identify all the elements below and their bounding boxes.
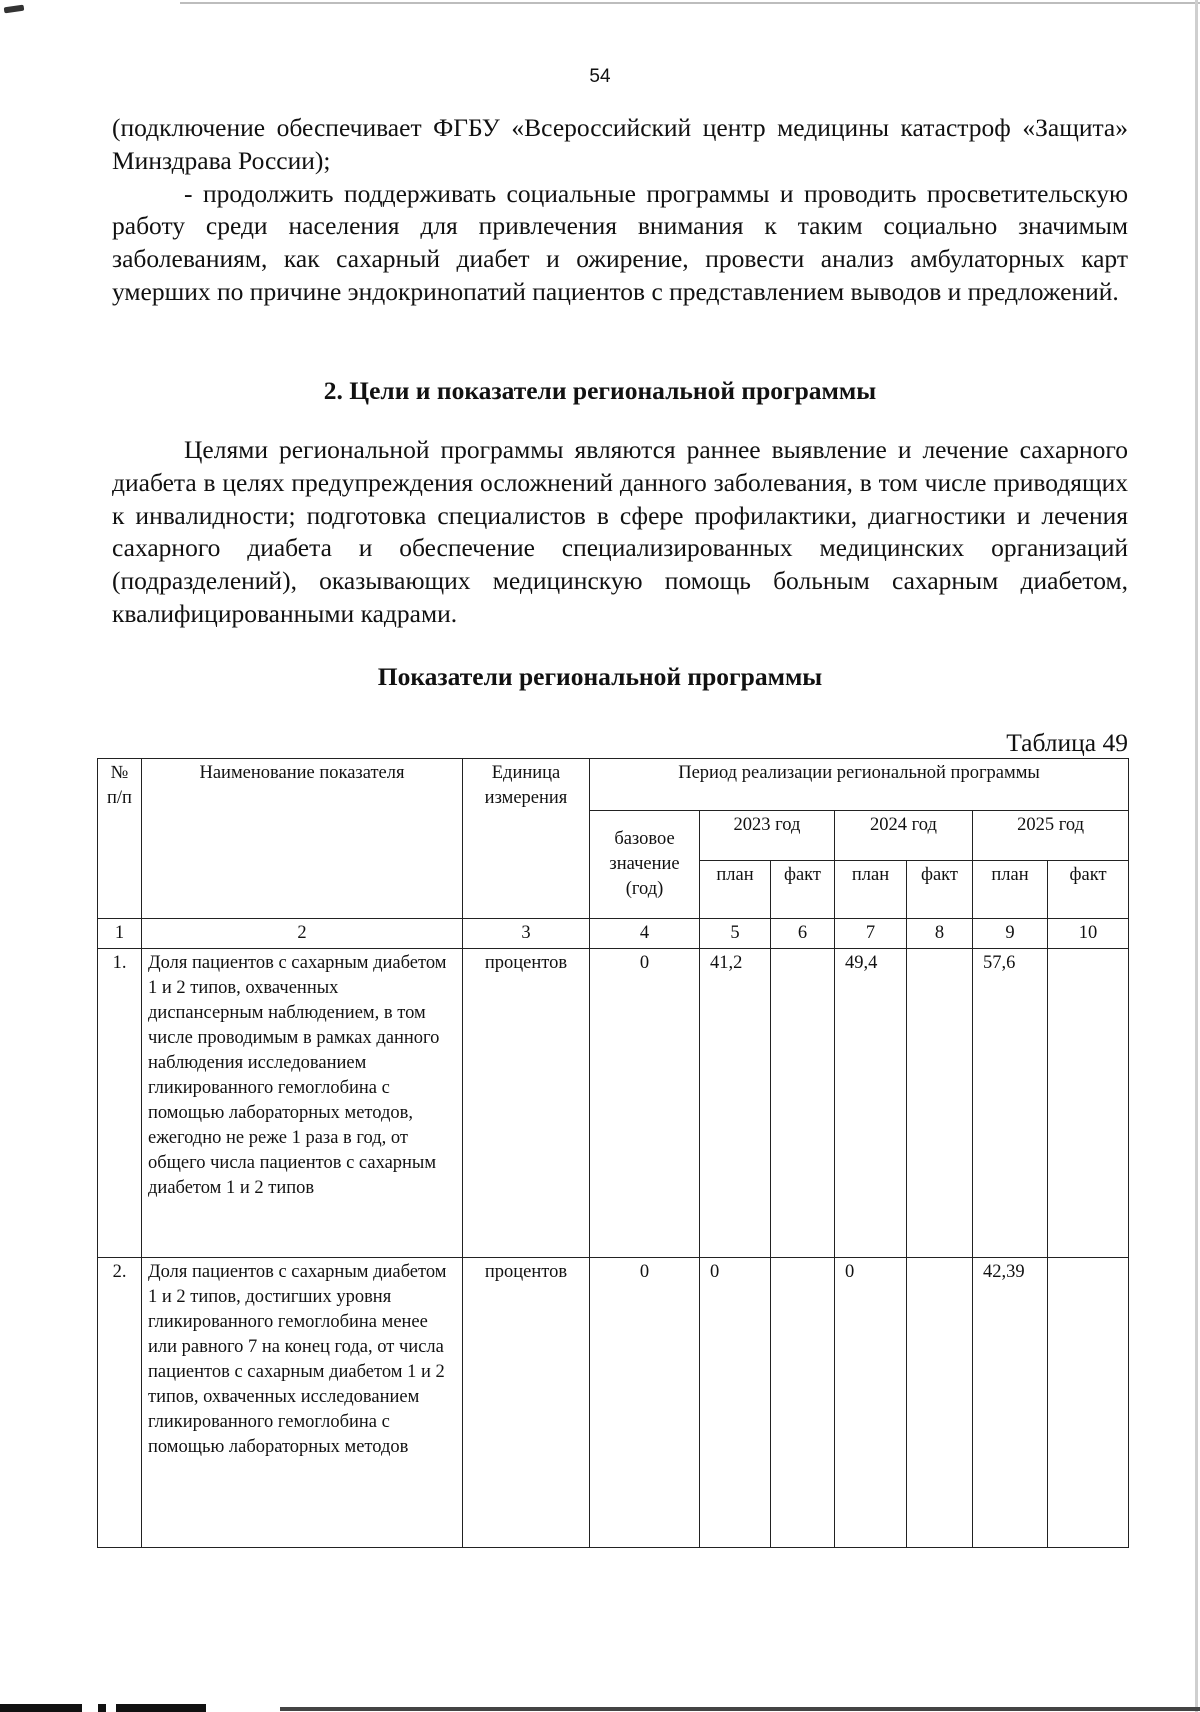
scan-edge-bottom bbox=[98, 1704, 106, 1712]
row-fact-2023 bbox=[771, 1258, 835, 1548]
table-row bbox=[98, 1258, 1129, 1548]
row-fact-2024 bbox=[907, 1258, 973, 1548]
intro-text bbox=[112, 112, 1128, 309]
row-fact-2025 bbox=[1048, 949, 1129, 1258]
row-plan-2025: 57,6 bbox=[973, 949, 1048, 1258]
scan-corner-mark bbox=[4, 5, 25, 14]
header-unit: Единица измерения bbox=[463, 759, 590, 919]
table-row bbox=[98, 949, 1129, 1258]
table-caption: Таблица 49 bbox=[1006, 728, 1128, 757]
row-indicator-name: Доля пациентов с сахарным диабетом 1 и 2 типов, достигших уровня гликированного гемоглобина менее или равного 7 на конец года, от числа пациентов с сахарным диабетом 1 и 2 типов, охваченных исследованием гликированного гемоглобина с помощью лабораторных методов bbox=[142, 1258, 463, 1548]
scan-edge-bottom bbox=[0, 1704, 82, 1712]
paragraph-connection: (подключение обеспечивает ФГБУ «Всероссийский центр медицины катастроф «Защита» Минздрава России); bbox=[112, 113, 1128, 175]
header-name: Наименование показателя bbox=[142, 759, 463, 919]
row-unit: процентов bbox=[463, 949, 590, 1258]
column-number: 1 bbox=[98, 919, 142, 949]
column-number: 2 bbox=[142, 919, 463, 949]
indicators-subheading: Показатели региональной программы bbox=[377, 662, 823, 691]
row-fact-2025 bbox=[1048, 1258, 1129, 1548]
page-number: 54 bbox=[589, 66, 611, 87]
scan-edge-right bbox=[1195, 0, 1198, 1712]
column-number: 4 bbox=[590, 919, 700, 949]
row-indicator-name: Доля пациентов с сахарным диабетом 1 и 2 типов, охваченных диспансерным наблюдением, в том числе проводимым в рамках данного наблюдения исследованием гликированного гемоглобина с помощью лабораторных методов, ежегодно не реже 1 раза в год, от общего числа пациентов с сахарным диабетом 1 и 2 типов bbox=[142, 949, 463, 1258]
row-plan-2025: 42,39 bbox=[973, 1258, 1048, 1548]
column-number: 6 bbox=[771, 919, 835, 949]
section-heading: 2. Цели и показатели региональной программы bbox=[323, 376, 877, 405]
row-base-value: 0 bbox=[590, 1258, 700, 1548]
row-num: 1. bbox=[98, 949, 142, 1258]
header-row-1 bbox=[98, 759, 1129, 811]
column-number: 5 bbox=[700, 919, 771, 949]
paragraph-continue-programs: - продолжить поддерживать социальные программы и проводить просветительскую работу среди населения для привлечения внимания к таким социально значимым заболеваниям, как сахарный диабет и ожирение, провести анализ амбулаторных карт умерших по причине эндокринопатий пациентов с представлением выводов и предложений. bbox=[112, 178, 1128, 306]
goals-text bbox=[112, 434, 1128, 631]
row-num: 2. bbox=[98, 1258, 142, 1548]
column-number: 9 bbox=[973, 919, 1048, 949]
header-num: № п/п bbox=[98, 759, 142, 919]
header-fact-2023: факт bbox=[771, 861, 835, 919]
header-plan-2023: план bbox=[700, 861, 771, 919]
header-year-2024: 2024 год bbox=[835, 811, 973, 861]
row-fact-2023 bbox=[771, 949, 835, 1258]
indicators-table bbox=[97, 758, 1129, 1548]
header-plan-2024: план bbox=[835, 861, 907, 919]
column-number: 10 bbox=[1048, 919, 1129, 949]
header-fact-2024: факт bbox=[907, 861, 973, 919]
scan-edge-bottom bbox=[280, 1707, 1200, 1711]
header-period: Период реализации региональной программы bbox=[590, 759, 1129, 811]
column-number: 3 bbox=[463, 919, 590, 949]
goals-paragraph: Целями региональной программы являются раннее выявление и лечение сахарного диабета в целях предупреждения осложнений данного заболевания, в том числе приводящих к инвалидности; подготовка специалистов в сфере профилактики, диагностики и лечения сахарного диабета и обеспечение специализированных медицинских организаций (подразделений), оказывающих медицинскую помощь больным сахарным диабетом, квалифицированными кадрами. bbox=[112, 435, 1128, 628]
row-plan-2024: 49,4 bbox=[835, 949, 907, 1258]
column-number-row bbox=[98, 919, 1129, 949]
scan-edge-top bbox=[180, 2, 1200, 4]
row-fact-2024 bbox=[907, 949, 973, 1258]
header-year-2023: 2023 год bbox=[700, 811, 835, 861]
header-year-2025: 2025 год bbox=[973, 811, 1129, 861]
row-plan-2024: 0 bbox=[835, 1258, 907, 1548]
scan-edge-bottom bbox=[116, 1704, 206, 1712]
column-number: 8 bbox=[907, 919, 973, 949]
column-number: 7 bbox=[835, 919, 907, 949]
row-plan-2023: 41,2 bbox=[700, 949, 771, 1258]
header-base: базовое значение (год) bbox=[590, 811, 700, 919]
row-unit: процентов bbox=[463, 1258, 590, 1548]
header-plan-2025: план bbox=[973, 861, 1048, 919]
row-base-value: 0 bbox=[590, 949, 700, 1258]
row-plan-2023: 0 bbox=[700, 1258, 771, 1548]
header-fact-2025: факт bbox=[1048, 861, 1129, 919]
